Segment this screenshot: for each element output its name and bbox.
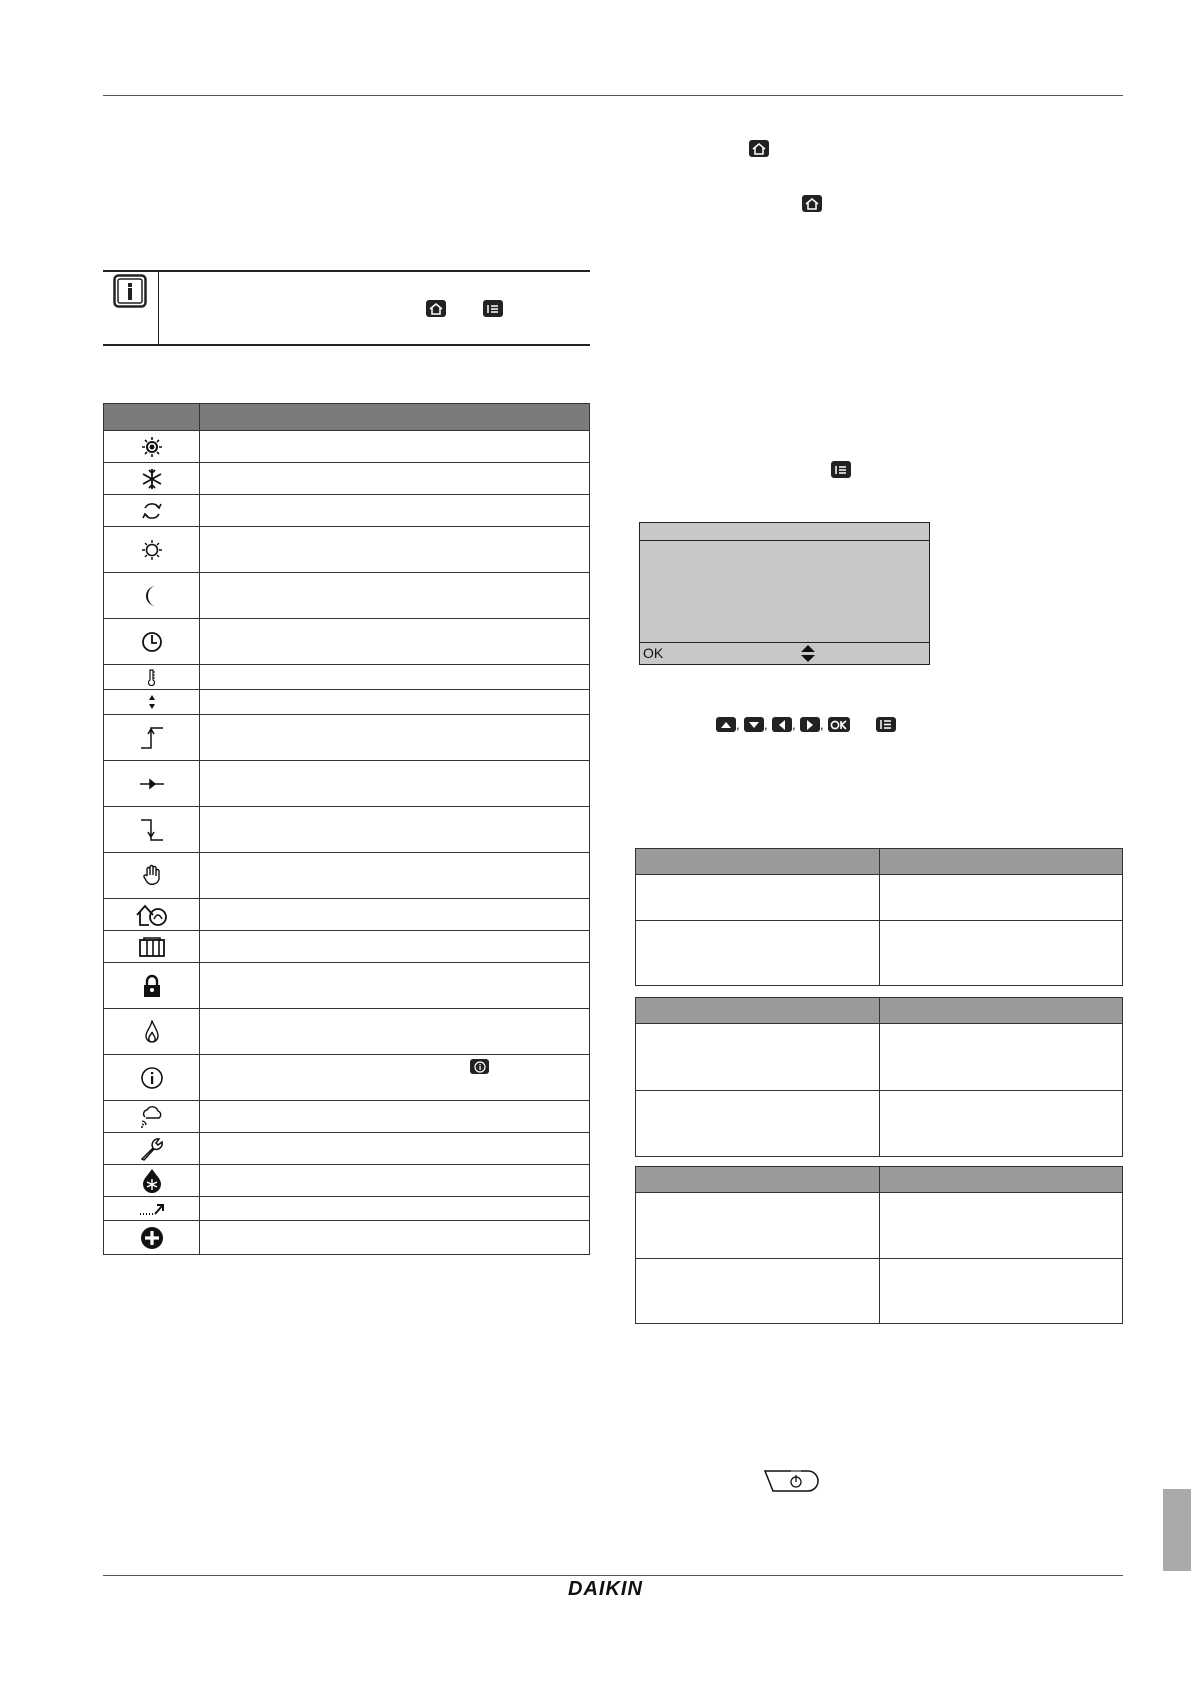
plus-icon: [140, 1226, 164, 1250]
thermometer-icon: [146, 668, 158, 686]
ok-button-icon: [828, 717, 850, 732]
home-button-icon: [749, 140, 769, 157]
day-icon: [141, 539, 163, 561]
heating-icon: [141, 436, 163, 458]
note-divider: [158, 270, 159, 345]
table-header: [636, 998, 1123, 1024]
table-row: [636, 1091, 1123, 1157]
menu-button-icon: [876, 717, 896, 732]
table-row: [636, 875, 1123, 921]
auto-icon: [141, 500, 163, 522]
manual-icon: [142, 864, 162, 888]
table-row: [104, 1055, 590, 1101]
table-row: [104, 1009, 590, 1055]
heat-pump-icon: [135, 903, 169, 927]
table-row: [104, 963, 590, 1009]
info-button-icon: [470, 1059, 489, 1074]
icon-table-header: [104, 404, 590, 431]
table-header: [636, 1167, 1123, 1193]
note-top-rule: [103, 270, 590, 272]
boost-icon: [138, 1202, 166, 1216]
table-header: [636, 849, 1123, 875]
updown-icon: [147, 694, 157, 710]
table-row: [636, 1193, 1123, 1259]
table-row: [104, 1197, 590, 1221]
weather-icon: [139, 1105, 165, 1129]
table-row: [104, 931, 590, 963]
schedule-icon: [141, 631, 163, 653]
settings-table-3: [635, 1166, 1123, 1324]
defrost-icon: [141, 1168, 163, 1194]
steady-icon: [138, 777, 166, 791]
settings-table-2: [635, 997, 1123, 1157]
table-row: [104, 1101, 590, 1133]
table-row: [636, 921, 1123, 986]
table-row: [104, 807, 590, 853]
home-button-icon: [426, 300, 446, 317]
table-row: [636, 1024, 1123, 1091]
table-row: [104, 1221, 590, 1255]
table-row: [104, 899, 590, 931]
down-button-icon: [744, 717, 764, 732]
table-row: [104, 1133, 590, 1165]
section-tab-marker: [1163, 1489, 1191, 1571]
info-icon: [113, 274, 147, 313]
table-row: [104, 431, 590, 463]
header-rule: [103, 95, 1123, 96]
table-row: [104, 573, 590, 619]
cooling-icon: [141, 468, 163, 490]
raise-icon: [139, 725, 165, 751]
nav-buttons-row: , , , ,: [716, 716, 896, 733]
lock-icon: [142, 974, 162, 998]
up-button-icon: [716, 717, 736, 732]
radiator-icon: [138, 936, 166, 958]
right-button-icon: [800, 717, 820, 732]
info-icon: [140, 1066, 164, 1090]
updown-icon: [801, 645, 815, 662]
brand-logo: DAIKIN: [568, 1578, 643, 1600]
icon-table: [103, 403, 590, 1255]
table-row: [104, 665, 590, 690]
left-button-icon: [772, 717, 792, 732]
footer-rule: [103, 1575, 1123, 1576]
table-row: [104, 715, 590, 761]
table-row: [104, 761, 590, 807]
lcd-ok-label: OK: [643, 645, 664, 661]
table-row: [104, 1165, 590, 1197]
table-row: [104, 495, 590, 527]
flame-icon: [145, 1020, 159, 1044]
night-icon: [141, 584, 163, 608]
power-button-icon: [763, 1468, 821, 1499]
table-row: [104, 527, 590, 573]
lower-icon: [139, 817, 165, 843]
menu-button-icon: [483, 300, 503, 317]
table-row: [104, 463, 590, 495]
table-row: [104, 690, 590, 715]
table-row: [636, 1259, 1123, 1324]
lcd-screen: [639, 522, 930, 665]
settings-table-1: [635, 848, 1123, 986]
table-row: [104, 619, 590, 665]
lcd-bottom-bar: [640, 642, 929, 664]
menu-button-icon: [831, 461, 851, 478]
home-button-icon: [802, 195, 822, 212]
table-row: [104, 853, 590, 899]
wrench-icon: [139, 1136, 165, 1162]
note-bottom-rule: [103, 344, 590, 346]
lcd-title-bar: [640, 523, 929, 541]
